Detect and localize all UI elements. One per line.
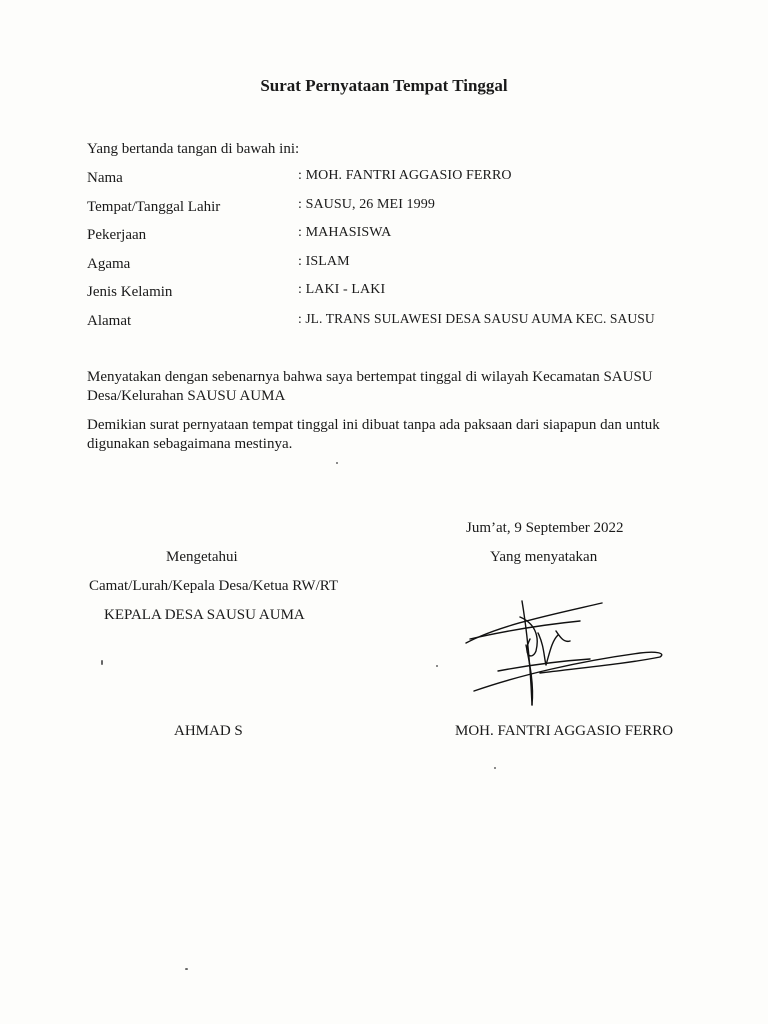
- field-row-jenis-kelamin: [87, 282, 707, 311]
- declarant-label: Yang menyatakan: [490, 549, 598, 565]
- scan-speck: [494, 767, 496, 769]
- field-value: : SAUSU, 26 MEI 1999: [298, 196, 435, 212]
- identity-fields: [87, 168, 707, 339]
- field-value: : MAHASISWA: [298, 225, 392, 240]
- field-value: : ISLAM: [298, 253, 350, 269]
- field-row-nama: [87, 168, 707, 197]
- declarant-name: MOH. FANTRI AGGASIO FERRO: [455, 723, 674, 739]
- field-row-agama: [87, 254, 707, 283]
- scan-speck: [101, 660, 103, 665]
- scan-speck: [436, 665, 438, 667]
- acknowledger-office: KEPALA DESA SAUSU AUMA: [104, 607, 305, 623]
- field-row-pekerjaan: [87, 225, 707, 254]
- handwritten-signature: [460, 595, 675, 715]
- document-title: Surat Pernyataan Tempat Tinggal: [260, 76, 508, 95]
- scan-speck: [336, 462, 338, 464]
- field-label: Agama: [87, 255, 131, 272]
- intro-text: Yang bertanda tangan di bawah ini:: [87, 141, 300, 157]
- field-label: Jenis Kelamin: [87, 284, 173, 300]
- closing-paragraph: Demikian surat pernyataan tempat tinggal ini dibuat tanpa ada paksaan dari siapapun dan untuk digunakan sebagaimana mestinya.: [87, 417, 660, 452]
- signature-date: Jum’at, 9 September 2022: [466, 520, 624, 536]
- field-value: : JL. TRANS SULAWESI DESA SAUSU AUMA KEC. SAUSU: [298, 310, 655, 326]
- field-label: Nama: [87, 170, 123, 186]
- field-label: Pekerjaan: [87, 227, 147, 243]
- field-value: : LAKI - LAKI: [298, 282, 386, 297]
- scan-speck: [185, 968, 188, 970]
- acknowledger-name: AHMAD S: [174, 723, 243, 739]
- field-label: Alamat: [87, 312, 132, 329]
- field-value: : MOH. FANTRI AGGASIO FERRO: [298, 168, 512, 183]
- field-label: Tempat/Tanggal Lahir: [87, 198, 221, 215]
- field-row-alamat: [87, 311, 707, 340]
- acknowledger-label: Mengetahui: [166, 549, 238, 565]
- statement-paragraph: Menyatakan dengan sebenarnya bahwa saya bertempat tinggal di wilayah Kecamatan SAUSU Desa/Kelurahan SAUSU AUMA: [87, 369, 653, 404]
- field-row-ttl: [87, 197, 707, 226]
- acknowledger-role: Camat/Lurah/Kepala Desa/Ketua RW/RT: [89, 578, 339, 594]
